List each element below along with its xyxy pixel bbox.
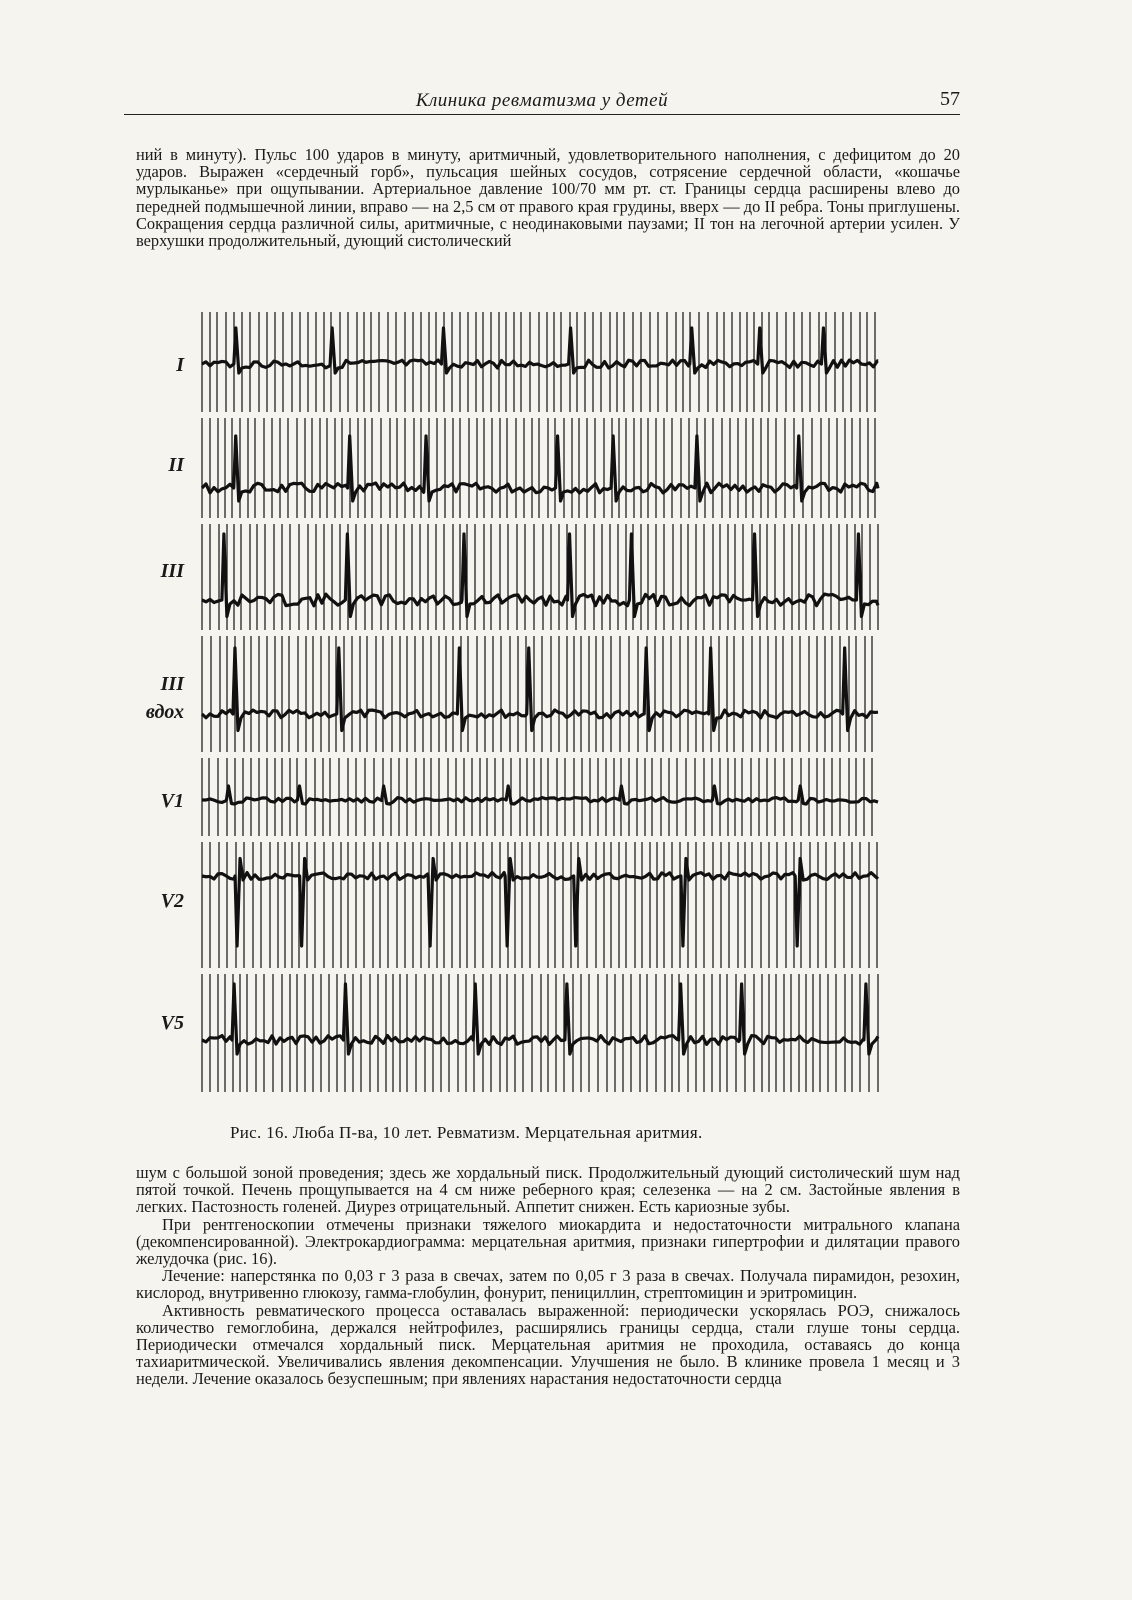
ecg-strip	[202, 636, 878, 752]
ecg-strip	[202, 758, 878, 836]
body-text-top	[136, 146, 960, 249]
ecg-tracing	[160, 312, 900, 1112]
paragraph: Активность ревматического процесса оставалась выраженной: периодически ускорялась РОЭ, снижалось количество гемоглобина, держался нейтрофилез, расширялись границы сердца, стали глуше тоны сердца. Периодически отмечался хордальный писк. Мерцательная аритмия не проходила, оставаясь до конца тахиаритмической. Увеличивались явления декомпенсации. Улучшения не было. В клинике провела 1 месяц и 3 недели. Лечение оказалось безуспешным; при явлениях нарастания недостаточности сердца	[136, 1300, 960, 1389]
lead-label-v5: V5	[160, 1012, 184, 1034]
body-text-bottom	[136, 1164, 960, 1388]
figure-caption: Рис. 16. Люба П-ва, 10 лет. Ревматизм. Мерцательная аритмия.	[230, 1123, 703, 1142]
lead-label-v2: V2	[160, 890, 184, 912]
lead-label-iii: III	[160, 560, 184, 582]
running-header	[124, 88, 960, 115]
running-title: Клиника ревматизма у детей	[415, 90, 669, 111]
ecg-strip	[202, 974, 878, 1092]
lead-label-iii-inspiration: III вдох	[145, 673, 184, 723]
lead-label-i: I	[176, 354, 184, 376]
paragraph: ний в минуту). Пульс 100 ударов в минуту, аритмичный, удовлетворительного наполнения, с дефицитом до 20 ударов. Выражен «сердечный горб», пульсация шейных сосудов, сотрясение сердечной области, «кошачье мурлыканье» при ощупывании. Артериальное давление 100/70 мм рт. ст. Границы сердца расширены влево до передней подмышечной линии, вправо — на 2,5 см от правого края грудины, вверх — до II ребра. Тоны приглушены. Сокращения сердца различной силы, аритмичные, с неодинаковыми паузами; II тон на легочной артерии усилен. У верхушки продолжительный, дующий систолический	[136, 145, 960, 251]
paragraph: Лечение: наперстянка по 0,03 г 3 раза в свечах, затем по 0,05 г 3 раза в свечах. Получала пирамидон, резохин, кислород, внутривенно глюкозу, гамма-глобулин, фонурит, пенициллин, стрептомицин и эритромицин.	[136, 1266, 960, 1303]
ecg-figure	[145, 312, 900, 1112]
paragraph: шум с большой зоной проведения; здесь же хордальный писк. Продолжительный дующий систолический шум над пятой точкой. Печень прощупывается на 4 см ниже реберного края; селезенка — на 2 см. Застойные явления в легких. Пастозность голеней. Диурез отрицательный. Аппетит снижен. Есть кариозные зубы.	[136, 1163, 960, 1217]
ecg-strip	[202, 524, 878, 630]
ecg-strip	[202, 842, 878, 968]
paragraph: При рентгеноскопии отмечены признаки тяжелого миокардита и недостаточности митрального клапана (декомпенсированной). Электрокардиограмма: мерцательная аритмия, признаки гипертрофии и дилятации правого желудочка (рис. 16).	[136, 1214, 960, 1269]
ecg-strip	[202, 312, 878, 412]
lead-label-ii: II	[168, 454, 184, 476]
page-number: 57	[940, 88, 960, 110]
lead-label-v1: V1	[160, 790, 184, 812]
ecg-strip	[202, 418, 878, 518]
